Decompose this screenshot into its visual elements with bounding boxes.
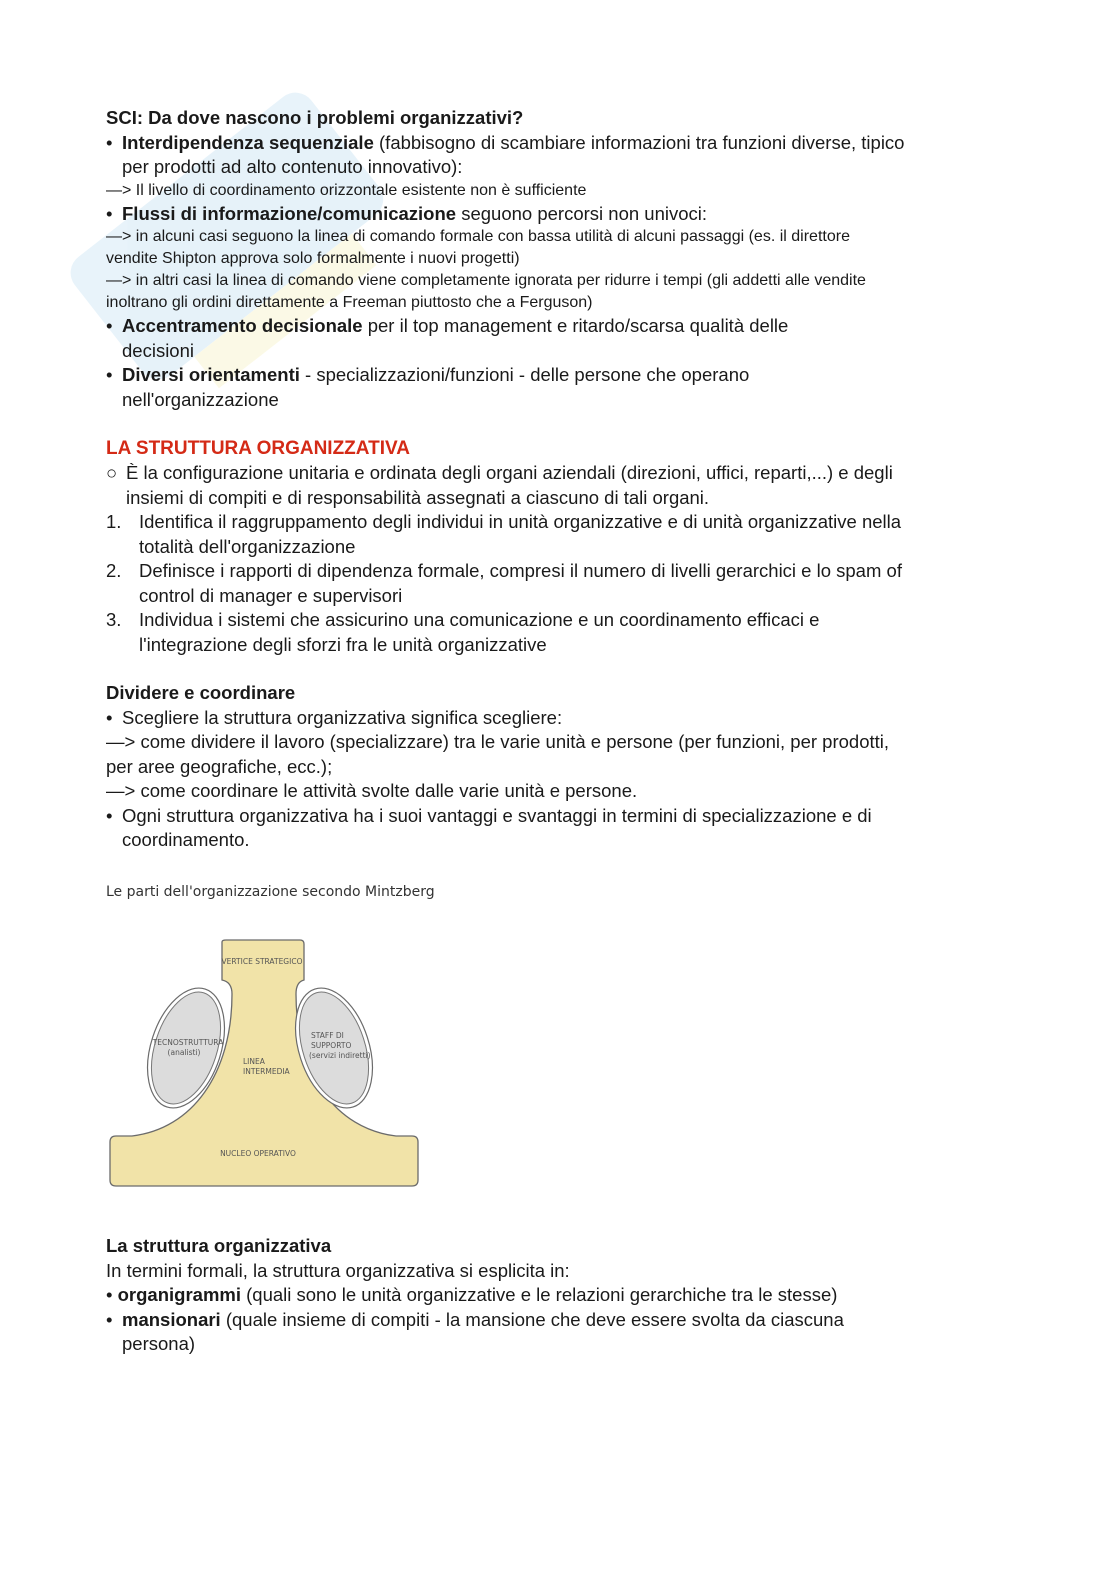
label-nucleo: NUCLEO OPERATIVO bbox=[220, 1149, 296, 1158]
figure-caption: Le parti dell'organizzazione secondo Mintzberg bbox=[106, 884, 435, 900]
circle-bullet-mark: ○ bbox=[106, 462, 118, 483]
mintzberg-diagram bbox=[106, 914, 426, 1194]
note-flussi-2b: inoltrano gli ordini direttamente a Freeman piuttosto che a Ferguson) bbox=[106, 294, 593, 311]
label-intermedia: INTERMEDIA bbox=[243, 1067, 290, 1076]
bullet-interdipendenza: • Interdipendenza sequenziale (fabbisogno di scambiare informazioni tra funzioni diverse, tipico bbox=[106, 131, 1006, 156]
arrow-coordinare: —> come coordinare le attività svolte dalle varie unità e persone. bbox=[106, 780, 638, 801]
section-title-problemi: SCI: Da dove nascono i problemi organizzativi? bbox=[106, 107, 524, 128]
intro-formale: In termini formali, la struttura organizzativa si esplicita in: bbox=[106, 1259, 570, 1281]
arrow-dividere-a: —> come dividere il lavoro (specializzare) tra le varie unità e persone (per funzioni, per prodotti, bbox=[106, 731, 890, 752]
bullet-mark: • bbox=[106, 202, 113, 224]
bullet-flussi: • Flussi di informazione/comunicazione seguono percorsi non univoci: bbox=[106, 202, 1006, 227]
numbered-item-1: 1. Identifica il raggruppamento degli individui in unità organizzative e di unità organizzative nella bbox=[106, 511, 902, 532]
label-staff-1: STAFF DI bbox=[311, 1031, 344, 1040]
bullet-mark: • bbox=[106, 706, 113, 728]
note-flussi-2a: —> in altri casi la linea di comando viene completamente ignorata per ridurre i tempi (gli addetti alle vendite bbox=[106, 272, 866, 289]
page-content bbox=[106, 106, 1006, 853]
bullet-mark: • bbox=[106, 804, 113, 826]
bullet-mark: • bbox=[106, 131, 113, 153]
bullet-interdipendenza-cont: per prodotti ad alto contenuto innovativo): bbox=[122, 156, 463, 177]
numbered-item-1-cont: totalità dell'organizzazione bbox=[139, 535, 356, 557]
label-linea: LINEA bbox=[243, 1057, 265, 1066]
note-coordinamento: —> Il livello di coordinamento orizzontale esistente non è sufficiente bbox=[106, 181, 587, 199]
bullet-vantaggi: • Ogni struttura organizzativa ha i suoi vantaggi e svantaggi in termini di specializzazione e di bbox=[106, 804, 1006, 829]
numbered-item-3: 3. Individua i sistemi che assicurino una comunicazione e un coordinamento efficaci e bbox=[106, 609, 820, 630]
bullet-organigrammi: • organigrammi (quali sono le unità organizzative e le relazioni gerarchiche tra le stesse) bbox=[106, 1284, 838, 1305]
bullet-scegliere: • Scegliere la struttura organizzativa significa scegliere: bbox=[106, 706, 1006, 731]
label-vertice: VERTICE STRATEGICO bbox=[221, 957, 303, 966]
numbered-item-3-cont: l'integrazione degli sforzi fra le unità organizzative bbox=[139, 633, 547, 655]
bullet-mansionari-cont: persona) bbox=[122, 1333, 196, 1354]
bullet-orientamenti: • Diversi orientamenti - specializzazioni/funzioni - delle persone che operano bbox=[106, 363, 1006, 388]
circle-item-definizione-cont: insiemi di compiti e di responsabilità assegnati a ciascuno di tali organi. bbox=[126, 486, 710, 508]
bullet-mark: • bbox=[106, 1308, 113, 1330]
label-staff-3: (servizi indiretti) bbox=[309, 1051, 371, 1060]
note-flussi-1b: vendite Shipton approva solo formalmente i nuovi progetti) bbox=[106, 250, 520, 267]
label-tecnostruttura: TECNOSTRUTTURA bbox=[152, 1038, 224, 1047]
bullet-vantaggi-cont: coordinamento. bbox=[122, 829, 250, 850]
bullet-mark: • bbox=[106, 364, 113, 385]
label-staff-2: SUPPORTO bbox=[311, 1041, 352, 1050]
section-title-struttura: LA STRUTTURA ORGANIZZATIVA bbox=[106, 438, 410, 459]
bullet-accentramento-cont: decisioni bbox=[122, 339, 194, 361]
mintzberg-figure bbox=[106, 884, 435, 1194]
label-analisti: (analisti) bbox=[167, 1048, 201, 1057]
bullet-mansionari: • mansionari (quale insieme di compiti - la mansione che deve essere svolta da ciascuna bbox=[106, 1308, 1006, 1333]
arrow-dividere-b: per aree geografiche, ecc.); bbox=[106, 755, 333, 777]
note-flussi-1a: —> in alcuni casi seguono la linea di comando formale con bassa utilità di alcuni passaggi (es. il direttore bbox=[106, 228, 850, 245]
section-title-struttura-formale: La struttura organizzativa bbox=[106, 1235, 332, 1256]
numbered-item-2-cont: control di manager e supervisori bbox=[139, 584, 403, 606]
bullet-orientamenti-cont: nell'organizzazione bbox=[122, 388, 279, 410]
bullet-accentramento: • Accentramento decisionale per il top management e ritardo/scarsa qualità delle bbox=[106, 314, 1006, 339]
section-struttura-formale bbox=[106, 1234, 1006, 1357]
circle-item-definizione: ○ È la configurazione unitaria e ordinata degli organi aziendali (direzioni, uffici, reparti,...) e degli bbox=[106, 461, 1006, 486]
bullet-mark: • bbox=[106, 1284, 113, 1305]
section-title-dividere: Dividere e coordinare bbox=[106, 682, 296, 703]
numbered-item-2: 2. Definisce i rapporti di dipendenza formale, compresi il numero di livelli gerarchici e lo spam of bbox=[106, 560, 902, 581]
bullet-mark: • bbox=[106, 315, 113, 336]
